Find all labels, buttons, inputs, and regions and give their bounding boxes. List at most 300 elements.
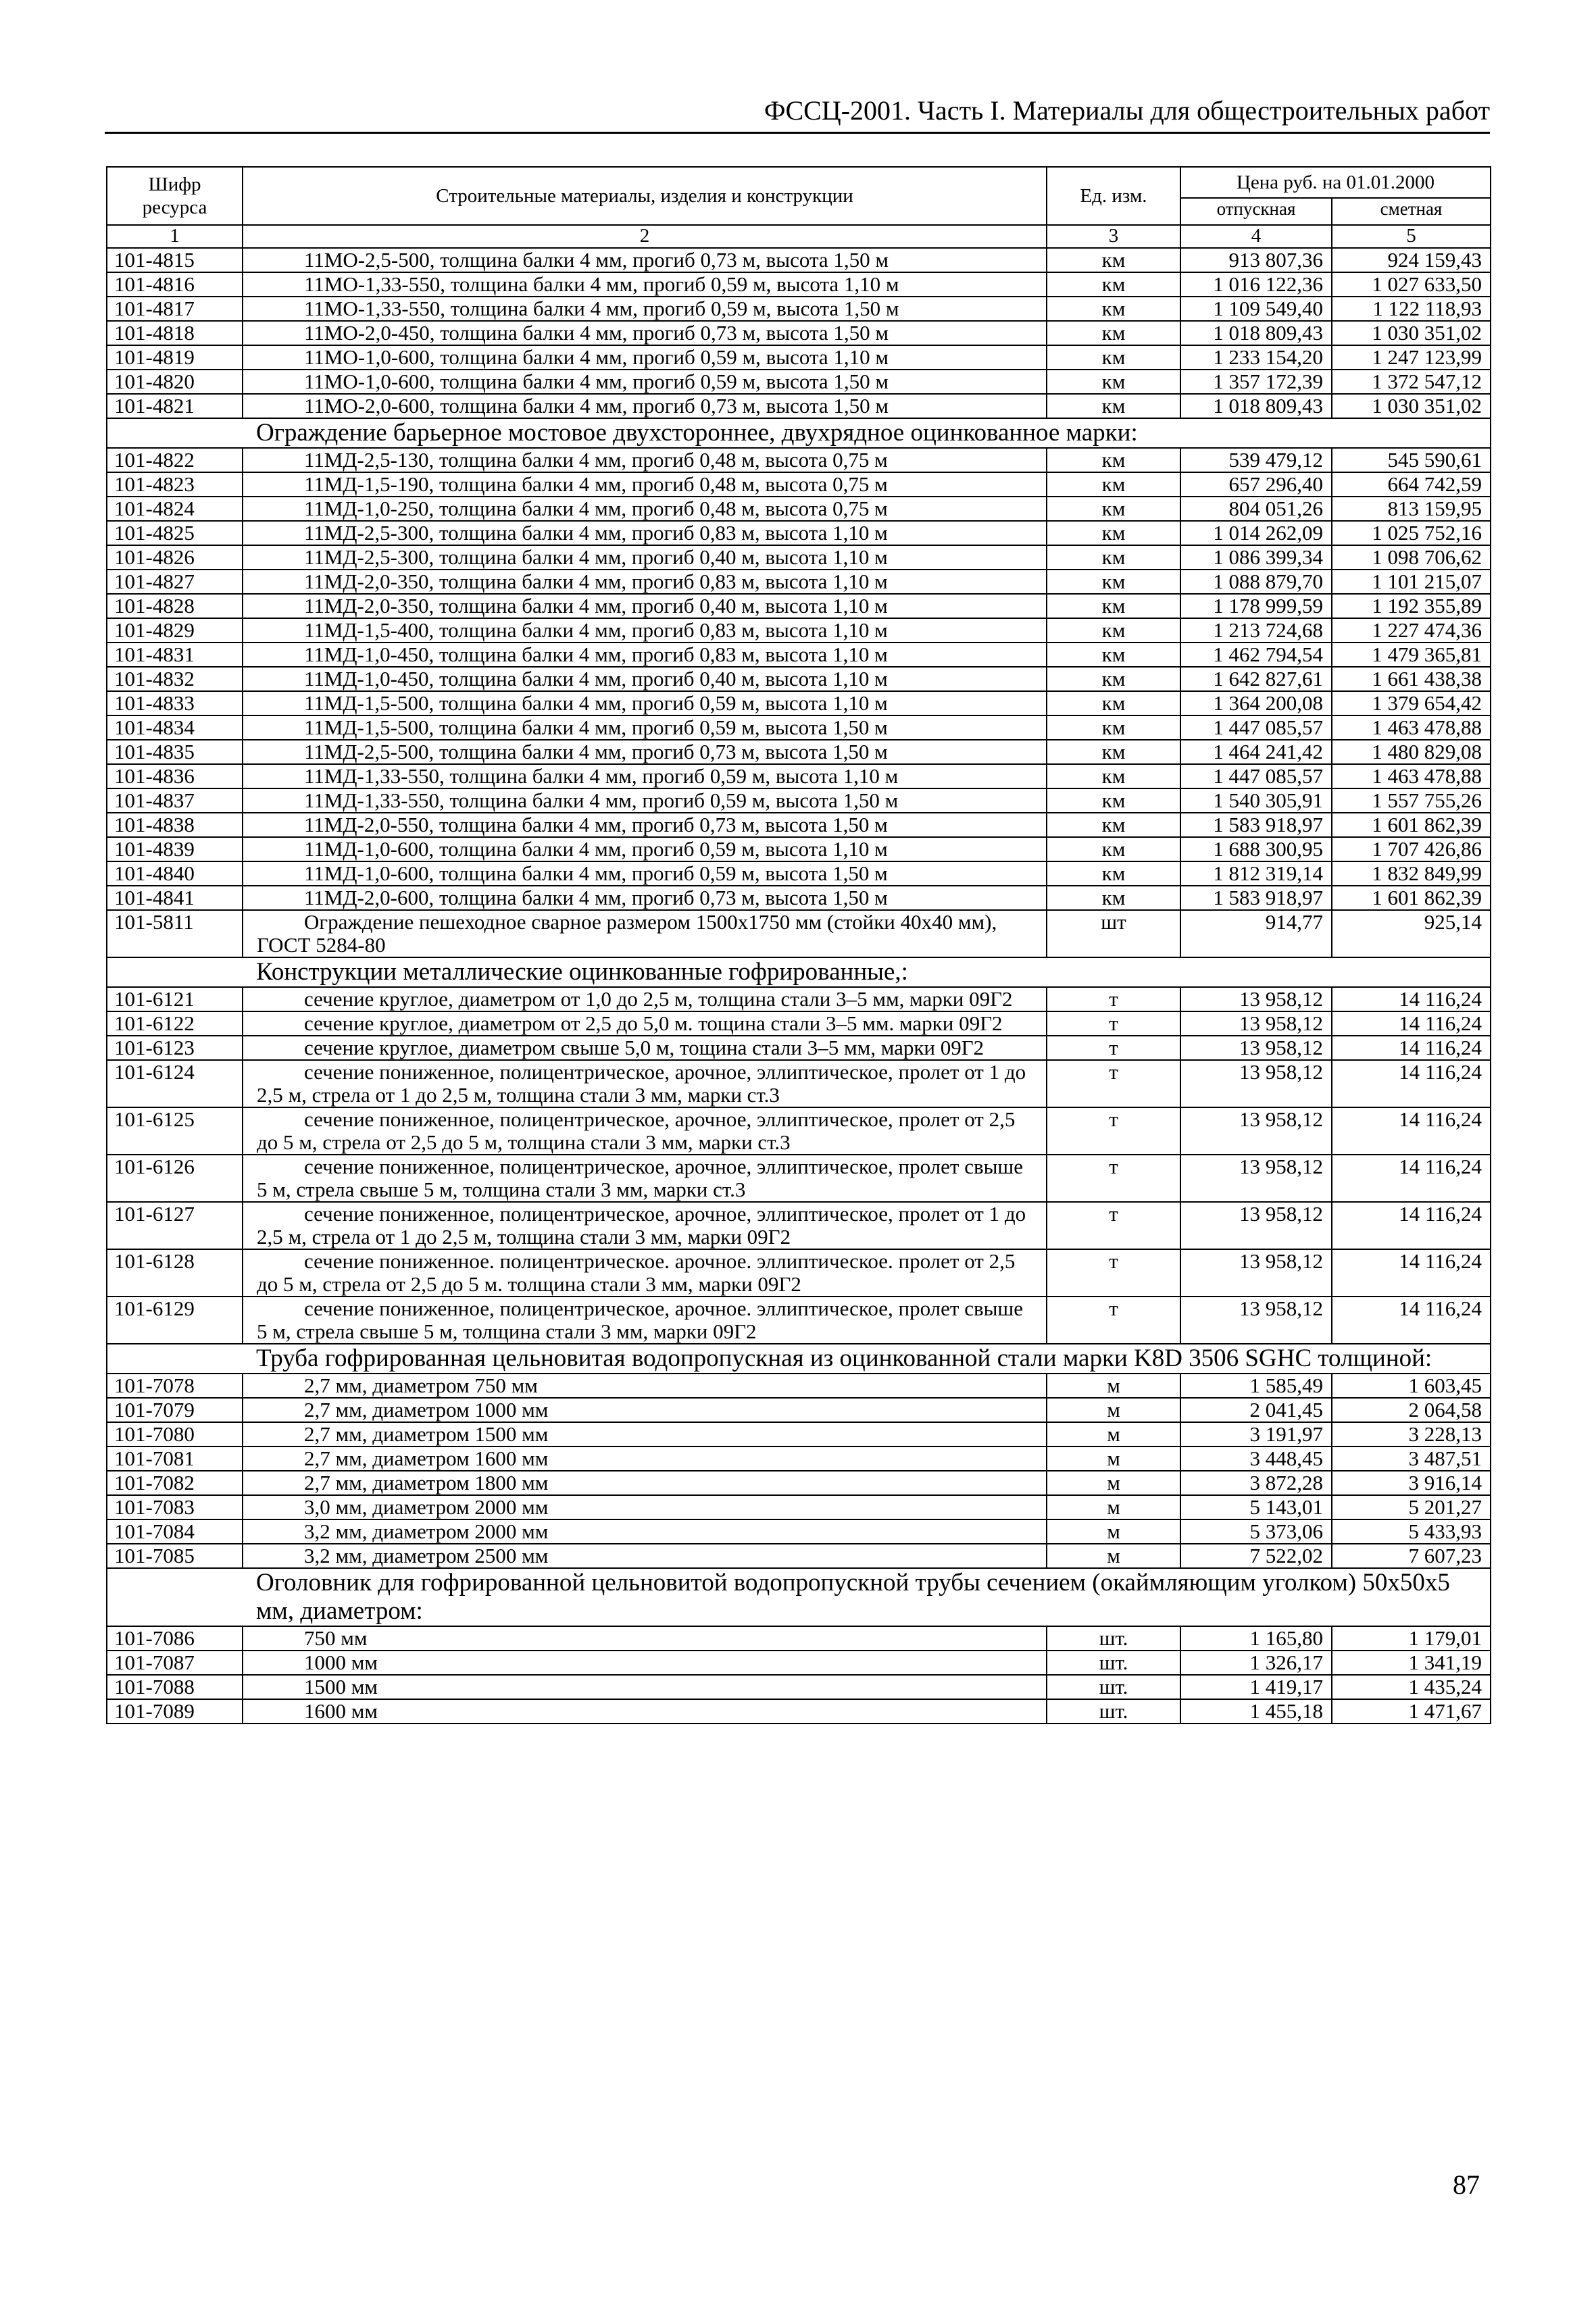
unit-cell: км xyxy=(1047,715,1180,740)
unit-cell: м xyxy=(1047,1398,1180,1422)
unit-cell: т xyxy=(1047,1155,1180,1202)
table-row xyxy=(107,837,1491,861)
table-row xyxy=(107,521,1491,545)
resource-code: 101-7085 xyxy=(107,1544,243,1568)
price-estimate-cell: 1 471,67 xyxy=(1332,1699,1491,1724)
price-estimate-cell: 14 116,24 xyxy=(1332,1155,1491,1202)
price-release-cell: 1 326,17 xyxy=(1180,1651,1332,1675)
unit-cell: км xyxy=(1047,570,1180,594)
table-row xyxy=(107,570,1491,594)
price-estimate-cell: 1 247 123,99 xyxy=(1332,345,1491,370)
resource-code: 101-6126 xyxy=(107,1155,243,1202)
unit-cell: км xyxy=(1047,370,1180,394)
section-heading-row xyxy=(107,418,1491,448)
resource-code: 101-4840 xyxy=(107,861,243,886)
price-estimate-cell: 14 116,24 xyxy=(1332,1249,1491,1297)
table-row xyxy=(107,667,1491,691)
table-row xyxy=(107,497,1491,521)
price-release-cell: 1 178 999,59 xyxy=(1180,594,1332,618)
unit-cell: км xyxy=(1047,691,1180,715)
item-name: 3,2 мм, диаметром 2500 мм xyxy=(243,1544,1047,1568)
price-estimate-cell: 14 116,24 xyxy=(1332,1060,1491,1107)
resource-code: 101-4821 xyxy=(107,394,243,418)
table-row xyxy=(107,910,1491,957)
table-row xyxy=(107,1626,1491,1651)
table-row xyxy=(107,1374,1491,1398)
price-release-cell: 3 448,45 xyxy=(1180,1447,1332,1471)
price-release-cell: 1 447 085,57 xyxy=(1180,715,1332,740)
table-row xyxy=(107,1699,1491,1724)
item-name: 11МД-2,0-350, толщина балки 4 мм, прогиб 0,40 м, высота 1,10 м xyxy=(243,594,1047,618)
price-table xyxy=(106,166,1491,1724)
table-row xyxy=(107,987,1491,1011)
price-estimate-cell: 1 463 478,88 xyxy=(1332,764,1491,788)
price-release-cell: 1 464 241,42 xyxy=(1180,740,1332,764)
unit-cell: км xyxy=(1047,272,1180,297)
section-heading-row xyxy=(107,1344,1491,1374)
item-name: 11МО-1,33-550, толщина балки 4 мм, прогиб 0,59 м, высота 1,10 м xyxy=(243,272,1047,297)
header-price-estimate: сметная xyxy=(1332,198,1491,225)
unit-cell: т xyxy=(1047,987,1180,1011)
price-estimate-cell: 2 064,58 xyxy=(1332,1398,1491,1422)
unit-cell: км xyxy=(1047,248,1180,272)
unit-cell: м xyxy=(1047,1495,1180,1519)
resource-code: 101-4825 xyxy=(107,521,243,545)
table-row xyxy=(107,545,1491,570)
resource-code: 101-4824 xyxy=(107,497,243,521)
price-estimate-cell: 1 122 118,93 xyxy=(1332,297,1491,321)
header-name: Строительные материалы, изделия и конструкции xyxy=(243,167,1047,225)
item-name: сечение пониженное, полицентрическое, арочное, эллиптическое, пролет от 2,5 до 5 м, стрела от 2,5 до 5 м, толщина стали 3 мм, марки ст.3 xyxy=(243,1107,1047,1155)
price-release-cell: 1 109 549,40 xyxy=(1180,297,1332,321)
unit-cell: т xyxy=(1047,1011,1180,1036)
price-release-cell: 1 357 172,39 xyxy=(1180,370,1332,394)
item-name: 11МД-1,5-500, толщина балки 4 мм, прогиб 0,59 м, высота 1,10 м xyxy=(243,691,1047,715)
resource-code: 101-4816 xyxy=(107,272,243,297)
item-name: сечение пониженное, полицентрическое, арочное, эллиптическое, пролет от 1 до 2,5 м, стрела от 1 до 2,5 м, толщина стали 3 мм, марки ст.3 xyxy=(243,1060,1047,1107)
table-row xyxy=(107,594,1491,618)
price-release-cell: 914,77 xyxy=(1180,910,1332,957)
price-release-cell: 1 018 809,43 xyxy=(1180,321,1332,345)
price-release-cell: 1 165,80 xyxy=(1180,1626,1332,1651)
price-estimate-cell: 925,14 xyxy=(1332,910,1491,957)
resource-code: 101-4818 xyxy=(107,321,243,345)
item-name: 2,7 мм, диаметром 1000 мм xyxy=(243,1398,1047,1422)
price-estimate-cell: 5 201,27 xyxy=(1332,1495,1491,1519)
unit-cell: км xyxy=(1047,837,1180,861)
unit-cell: км xyxy=(1047,394,1180,418)
price-release-cell: 13 958,12 xyxy=(1180,1297,1332,1344)
price-estimate-cell: 1 435,24 xyxy=(1332,1675,1491,1699)
price-estimate-cell: 3 228,13 xyxy=(1332,1422,1491,1447)
price-release-cell: 1 447 085,57 xyxy=(1180,764,1332,788)
unit-cell: км xyxy=(1047,545,1180,570)
table-row xyxy=(107,1675,1491,1699)
header-rule xyxy=(105,132,1490,134)
unit-cell: т xyxy=(1047,1107,1180,1155)
item-name: сечение круглое, диаметром свыше 5,0 м, тощина стали 3–5 мм, марки 09Г2 xyxy=(243,1036,1047,1060)
table-row xyxy=(107,472,1491,497)
table-row xyxy=(107,1544,1491,1568)
unit-cell: км xyxy=(1047,497,1180,521)
price-estimate-cell: 14 116,24 xyxy=(1332,1107,1491,1155)
item-name: 11МД-1,0-450, толщина балки 4 мм, прогиб 0,83 м, высота 1,10 м xyxy=(243,643,1047,667)
table-row xyxy=(107,1471,1491,1495)
item-name: 11МД-1,0-600, толщина балки 4 мм, прогиб 0,59 м, высота 1,10 м xyxy=(243,837,1047,861)
item-name: 750 мм xyxy=(243,1626,1047,1651)
resource-code: 101-7079 xyxy=(107,1398,243,1422)
column-number-row xyxy=(107,225,1491,248)
table-row xyxy=(107,1519,1491,1544)
table-row xyxy=(107,1398,1491,1422)
price-release-cell: 13 958,12 xyxy=(1180,1202,1332,1249)
unit-cell: км xyxy=(1047,448,1180,472)
price-release-cell: 1 213 724,68 xyxy=(1180,618,1332,643)
resource-code: 101-7078 xyxy=(107,1374,243,1398)
table-row xyxy=(107,1249,1491,1297)
table-row xyxy=(107,1297,1491,1344)
price-release-cell: 1 583 918,97 xyxy=(1180,813,1332,837)
item-name: сечение пониженное, полицентрическое, арочное, эллиптическое, пролет от 1 до 2,5 м, стрела от 1 до 2,5 м, толщина стали 3 мм, марки 09Г2 xyxy=(243,1202,1047,1249)
unit-cell: шт. xyxy=(1047,1651,1180,1675)
price-release-cell: 13 958,12 xyxy=(1180,987,1332,1011)
column-number: 5 xyxy=(1332,225,1491,248)
resource-code: 101-6129 xyxy=(107,1297,243,1344)
unit-cell: т xyxy=(1047,1249,1180,1297)
price-estimate-cell: 1 603,45 xyxy=(1332,1374,1491,1398)
unit-cell: м xyxy=(1047,1471,1180,1495)
table-row xyxy=(107,394,1491,418)
price-estimate-cell: 1 025 752,16 xyxy=(1332,521,1491,545)
table-row xyxy=(107,1036,1491,1060)
price-release-cell: 1 419,17 xyxy=(1180,1675,1332,1699)
price-release-cell: 13 958,12 xyxy=(1180,1036,1332,1060)
section-heading: Труба гофрированная цельновитая водопропускная из оцинкованной стали марки K8D 3506 SGHC толщиной: xyxy=(107,1344,1491,1374)
resource-code: 101-4819 xyxy=(107,345,243,370)
item-name: 11МО-1,0-600, толщина балки 4 мм, прогиб 0,59 м, высота 1,50 м xyxy=(243,370,1047,394)
table-row xyxy=(107,740,1491,764)
resource-code: 101-4815 xyxy=(107,248,243,272)
unit-cell: км xyxy=(1047,886,1180,910)
unit-cell: км xyxy=(1047,788,1180,813)
price-estimate-cell: 1 027 633,50 xyxy=(1332,272,1491,297)
price-release-cell: 913 807,36 xyxy=(1180,248,1332,272)
column-number: 2 xyxy=(243,225,1047,248)
unit-cell: км xyxy=(1047,667,1180,691)
table-row xyxy=(107,1651,1491,1675)
price-estimate-cell: 1 601 862,39 xyxy=(1332,813,1491,837)
table-row xyxy=(107,345,1491,370)
unit-cell: т xyxy=(1047,1036,1180,1060)
price-estimate-cell: 1 372 547,12 xyxy=(1332,370,1491,394)
price-estimate-cell: 3 487,51 xyxy=(1332,1447,1491,1471)
unit-cell: км xyxy=(1047,740,1180,764)
item-name: 11МО-2,0-600, толщина балки 4 мм, прогиб 0,73 м, высота 1,50 м xyxy=(243,394,1047,418)
section-heading: Ограждение барьерное мостовое двухстороннее, двухрядное оцинкованное марки: xyxy=(107,418,1491,448)
price-release-cell: 13 958,12 xyxy=(1180,1155,1332,1202)
resource-code: 101-7083 xyxy=(107,1495,243,1519)
resource-code: 101-6123 xyxy=(107,1036,243,1060)
header-code: Шифр ресурса xyxy=(107,167,243,225)
section-heading-row xyxy=(107,957,1491,987)
table-body xyxy=(107,248,1491,1724)
table-row xyxy=(107,715,1491,740)
table-row xyxy=(107,1107,1491,1155)
price-estimate-cell: 3 916,14 xyxy=(1332,1471,1491,1495)
resource-code: 101-4841 xyxy=(107,886,243,910)
price-release-cell: 1 455,18 xyxy=(1180,1699,1332,1724)
resource-code: 101-6125 xyxy=(107,1107,243,1155)
price-release-cell: 1 086 399,34 xyxy=(1180,545,1332,570)
price-release-cell: 1 088 879,70 xyxy=(1180,570,1332,594)
resource-code: 101-6122 xyxy=(107,1011,243,1036)
item-name: 11МД-2,5-500, толщина балки 4 мм, прогиб 0,73 м, высота 1,50 м xyxy=(243,740,1047,764)
price-estimate-cell: 1 101 215,07 xyxy=(1332,570,1491,594)
resource-code: 101-7088 xyxy=(107,1675,243,1699)
item-name: 11МД-1,5-500, толщина балки 4 мм, прогиб 0,59 м, высота 1,50 м xyxy=(243,715,1047,740)
section-heading: Конструкции металлические оцинкованные гофрированные,: xyxy=(107,957,1491,987)
price-estimate-cell: 1 832 849,99 xyxy=(1332,861,1491,886)
item-name: 11МД-2,5-300, толщина балки 4 мм, прогиб 0,40 м, высота 1,10 м xyxy=(243,545,1047,570)
table-row xyxy=(107,643,1491,667)
table-row xyxy=(107,1060,1491,1107)
price-release-cell: 7 522,02 xyxy=(1180,1544,1332,1568)
unit-cell: км xyxy=(1047,861,1180,886)
table-row xyxy=(107,272,1491,297)
resource-code: 101-6124 xyxy=(107,1060,243,1107)
resource-code: 101-5811 xyxy=(107,910,243,957)
table-row xyxy=(107,370,1491,394)
unit-cell: км xyxy=(1047,813,1180,837)
resource-code: 101-7089 xyxy=(107,1699,243,1724)
unit-cell: м xyxy=(1047,1447,1180,1471)
item-name: 11МО-2,5-500, толщина балки 4 мм, прогиб 0,73 м, высота 1,50 м xyxy=(243,248,1047,272)
table-row xyxy=(107,1447,1491,1471)
unit-cell: м xyxy=(1047,1374,1180,1398)
resource-code: 101-4838 xyxy=(107,813,243,837)
price-estimate-cell: 664 742,59 xyxy=(1332,472,1491,497)
item-name: 11МД-1,0-600, толщина балки 4 мм, прогиб 0,59 м, высота 1,50 м xyxy=(243,861,1047,886)
item-name: 11МО-1,33-550, толщина балки 4 мм, прогиб 0,59 м, высота 1,50 м xyxy=(243,297,1047,321)
resource-code: 101-6128 xyxy=(107,1249,243,1297)
item-name: 11МД-2,0-350, толщина балки 4 мм, прогиб 0,83 м, высота 1,10 м xyxy=(243,570,1047,594)
price-release-cell: 1 540 305,91 xyxy=(1180,788,1332,813)
resource-code: 101-7086 xyxy=(107,1626,243,1651)
section-heading: Оголовник для гофрированной цельновитой водопропускной трубы сечением (окаймляющим уголком) 50х50х5 мм, диаметром: xyxy=(107,1568,1491,1626)
item-name: 11МД-1,33-550, толщина балки 4 мм, прогиб 0,59 м, высота 1,50 м xyxy=(243,788,1047,813)
price-release-cell: 3 872,28 xyxy=(1180,1471,1332,1495)
price-release-cell: 539 479,12 xyxy=(1180,448,1332,472)
price-estimate-cell: 1 463 478,88 xyxy=(1332,715,1491,740)
unit-cell: м xyxy=(1047,1422,1180,1447)
price-estimate-cell: 1 341,19 xyxy=(1332,1651,1491,1675)
column-number: 1 xyxy=(107,225,243,248)
table-row xyxy=(107,691,1491,715)
page-number: 87 xyxy=(1453,2169,1480,2200)
item-name: 11МД-2,0-600, толщина балки 4 мм, прогиб 0,73 м, высота 1,50 м xyxy=(243,886,1047,910)
resource-code: 101-4839 xyxy=(107,837,243,861)
price-estimate-cell: 1 192 355,89 xyxy=(1332,594,1491,618)
table-row xyxy=(107,1495,1491,1519)
price-estimate-cell: 813 159,95 xyxy=(1332,497,1491,521)
item-name: сечение пониженное. полицентрическое. арочное. эллиптическое. пролет от 2,5 до 5 м, стрела от 2,5 до 5 м. толщина стали 3 мм, марки 09Г2 xyxy=(243,1249,1047,1297)
item-name: 1500 мм xyxy=(243,1675,1047,1699)
price-release-cell: 13 958,12 xyxy=(1180,1060,1332,1107)
item-name: 2,7 мм, диаметром 750 мм xyxy=(243,1374,1047,1398)
unit-cell: км xyxy=(1047,594,1180,618)
price-release-cell: 1 018 809,43 xyxy=(1180,394,1332,418)
unit-cell: шт. xyxy=(1047,1699,1180,1724)
price-estimate-cell: 1 379 654,42 xyxy=(1332,691,1491,715)
item-name: сечение пониженное, полицентрическое, арочное, эллиптическое, пролет свыше 5 м, стрела свыше 5 м, толщина стали 3 мм, марки ст.3 xyxy=(243,1155,1047,1202)
price-estimate-cell: 14 116,24 xyxy=(1332,987,1491,1011)
item-name: 11МД-2,5-130, толщина балки 4 мм, прогиб 0,48 м, высота 0,75 м xyxy=(243,448,1047,472)
table-row xyxy=(107,248,1491,272)
item-name: 11МД-1,5-190, толщина балки 4 мм, прогиб 0,48 м, высота 0,75 м xyxy=(243,472,1047,497)
item-name: сечение круглое, диаметром от 2,5 до 5,0 м. тощина стали 3–5 мм. марки 09Г2 xyxy=(243,1011,1047,1036)
price-release-cell: 1 688 300,95 xyxy=(1180,837,1332,861)
price-release-cell: 1 364 200,08 xyxy=(1180,691,1332,715)
resource-code: 101-4829 xyxy=(107,618,243,643)
unit-cell: т xyxy=(1047,1202,1180,1249)
table-row xyxy=(107,1422,1491,1447)
resource-code: 101-4827 xyxy=(107,570,243,594)
item-name: 11МД-1,0-250, толщина балки 4 мм, прогиб 0,48 м, высота 0,75 м xyxy=(243,497,1047,521)
unit-cell: км xyxy=(1047,521,1180,545)
price-release-cell: 5 143,01 xyxy=(1180,1495,1332,1519)
unit-cell: км xyxy=(1047,345,1180,370)
table-row xyxy=(107,448,1491,472)
resource-code: 101-7081 xyxy=(107,1447,243,1471)
unit-cell: т xyxy=(1047,1297,1180,1344)
price-release-cell: 1 585,49 xyxy=(1180,1374,1332,1398)
price-estimate-cell: 1 227 474,36 xyxy=(1332,618,1491,643)
resource-code: 101-7080 xyxy=(107,1422,243,1447)
item-name: Ограждение пешеходное сварное размером 1500х1750 мм (стойки 40х40 мм), ГОСТ 5284-80 xyxy=(243,910,1047,957)
resource-code: 101-4820 xyxy=(107,370,243,394)
unit-cell: км xyxy=(1047,297,1180,321)
resource-code: 101-4833 xyxy=(107,691,243,715)
price-estimate-cell: 1 661 438,38 xyxy=(1332,667,1491,691)
unit-cell: шт. xyxy=(1047,1675,1180,1699)
resource-code: 101-4837 xyxy=(107,788,243,813)
item-name: 11МО-2,0-450, толщина балки 4 мм, прогиб 0,73 м, высота 1,50 м xyxy=(243,321,1047,345)
price-estimate-cell: 1 601 862,39 xyxy=(1332,886,1491,910)
table-row xyxy=(107,788,1491,813)
price-estimate-cell: 14 116,24 xyxy=(1332,1297,1491,1344)
unit-cell: м xyxy=(1047,1519,1180,1544)
section-heading-row xyxy=(107,1568,1491,1626)
resource-code: 101-4822 xyxy=(107,448,243,472)
unit-cell: т xyxy=(1047,1060,1180,1107)
price-estimate-cell: 1 479 365,81 xyxy=(1332,643,1491,667)
table-row xyxy=(107,321,1491,345)
item-name: сечение пониженное, полицентрическое, арочное. эллиптическое, пролет свыше 5 м, стрела свыше 5 м, толщина стали 3 мм, марки 09Г2 xyxy=(243,1297,1047,1344)
page-header: ФССЦ-2001. Часть I. Материалы для общестроительных работ xyxy=(764,95,1490,126)
table-row xyxy=(107,1202,1491,1249)
unit-cell: км xyxy=(1047,618,1180,643)
price-release-cell: 1 014 262,09 xyxy=(1180,521,1332,545)
item-name: сечение круглое, диаметром от 1,0 до 2,5 м, толщина стали 3–5 мм, марки 09Г2 xyxy=(243,987,1047,1011)
resource-code: 101-4817 xyxy=(107,297,243,321)
item-name: 2,7 мм, диаметром 1800 мм xyxy=(243,1471,1047,1495)
price-release-cell: 5 373,06 xyxy=(1180,1519,1332,1544)
price-estimate-cell: 1 179,01 xyxy=(1332,1626,1491,1651)
table-row xyxy=(107,1155,1491,1202)
table-row xyxy=(107,764,1491,788)
resource-code: 101-7087 xyxy=(107,1651,243,1675)
price-release-cell: 1 812 319,14 xyxy=(1180,861,1332,886)
price-estimate-cell: 1 030 351,02 xyxy=(1332,394,1491,418)
item-name: 1600 мм xyxy=(243,1699,1047,1724)
price-estimate-cell: 14 116,24 xyxy=(1332,1011,1491,1036)
header-price: Цена руб. на 01.01.2000 xyxy=(1180,167,1491,198)
table-row xyxy=(107,1011,1491,1036)
resource-code: 101-4834 xyxy=(107,715,243,740)
price-release-cell: 2 041,45 xyxy=(1180,1398,1332,1422)
unit-cell: км xyxy=(1047,643,1180,667)
resource-code: 101-4823 xyxy=(107,472,243,497)
resource-code: 101-4828 xyxy=(107,594,243,618)
header-unit: Ед. изм. xyxy=(1047,167,1180,225)
item-name: 11МД-1,5-400, толщина балки 4 мм, прогиб 0,83 м, высота 1,10 м xyxy=(243,618,1047,643)
resource-code: 101-6127 xyxy=(107,1202,243,1249)
price-estimate-cell: 14 116,24 xyxy=(1332,1202,1491,1249)
resource-code: 101-7084 xyxy=(107,1519,243,1544)
table-row xyxy=(107,297,1491,321)
resource-code: 101-4831 xyxy=(107,643,243,667)
price-estimate-cell: 1 480 829,08 xyxy=(1332,740,1491,764)
price-estimate-cell: 1 030 351,02 xyxy=(1332,321,1491,345)
column-number: 3 xyxy=(1047,225,1180,248)
price-release-cell: 1 016 122,36 xyxy=(1180,272,1332,297)
item-name: 11МО-1,0-600, толщина балки 4 мм, прогиб 0,59 м, высота 1,10 м xyxy=(243,345,1047,370)
resource-code: 101-4836 xyxy=(107,764,243,788)
price-release-cell: 1 462 794,54 xyxy=(1180,643,1332,667)
unit-cell: шт xyxy=(1047,910,1180,957)
price-estimate-cell: 924 159,43 xyxy=(1332,248,1491,272)
table-row xyxy=(107,813,1491,837)
price-release-cell: 13 958,12 xyxy=(1180,1249,1332,1297)
item-name: 11МД-2,0-550, толщина балки 4 мм, прогиб 0,73 м, высота 1,50 м xyxy=(243,813,1047,837)
item-name: 3,0 мм, диаметром 2000 мм xyxy=(243,1495,1047,1519)
price-estimate-cell: 545 590,61 xyxy=(1332,448,1491,472)
unit-cell: км xyxy=(1047,321,1180,345)
unit-cell: км xyxy=(1047,764,1180,788)
item-name: 2,7 мм, диаметром 1500 мм xyxy=(243,1422,1047,1447)
item-name: 11МД-1,33-550, толщина балки 4 мм, прогиб 0,59 м, высота 1,10 м xyxy=(243,764,1047,788)
resource-code: 101-4835 xyxy=(107,740,243,764)
item-name: 11МД-1,0-450, толщина балки 4 мм, прогиб 0,40 м, высота 1,10 м xyxy=(243,667,1047,691)
price-release-cell: 1 583 918,97 xyxy=(1180,886,1332,910)
price-estimate-cell: 1 557 755,26 xyxy=(1332,788,1491,813)
price-release-cell: 1 642 827,61 xyxy=(1180,667,1332,691)
price-estimate-cell: 1 707 426,86 xyxy=(1332,837,1491,861)
unit-cell: шт. xyxy=(1047,1626,1180,1651)
item-name: 11МД-2,5-300, толщина балки 4 мм, прогиб 0,83 м, высота 1,10 м xyxy=(243,521,1047,545)
resource-code: 101-4832 xyxy=(107,667,243,691)
column-number: 4 xyxy=(1180,225,1332,248)
price-estimate-cell: 5 433,93 xyxy=(1332,1519,1491,1544)
price-estimate-cell: 14 116,24 xyxy=(1332,1036,1491,1060)
item-name: 2,7 мм, диаметром 1600 мм xyxy=(243,1447,1047,1471)
item-name: 1000 мм xyxy=(243,1651,1047,1675)
unit-cell: м xyxy=(1047,1544,1180,1568)
price-estimate-cell: 7 607,23 xyxy=(1332,1544,1491,1568)
resource-code: 101-4826 xyxy=(107,545,243,570)
price-estimate-cell: 1 098 706,62 xyxy=(1332,545,1491,570)
table-row xyxy=(107,618,1491,643)
